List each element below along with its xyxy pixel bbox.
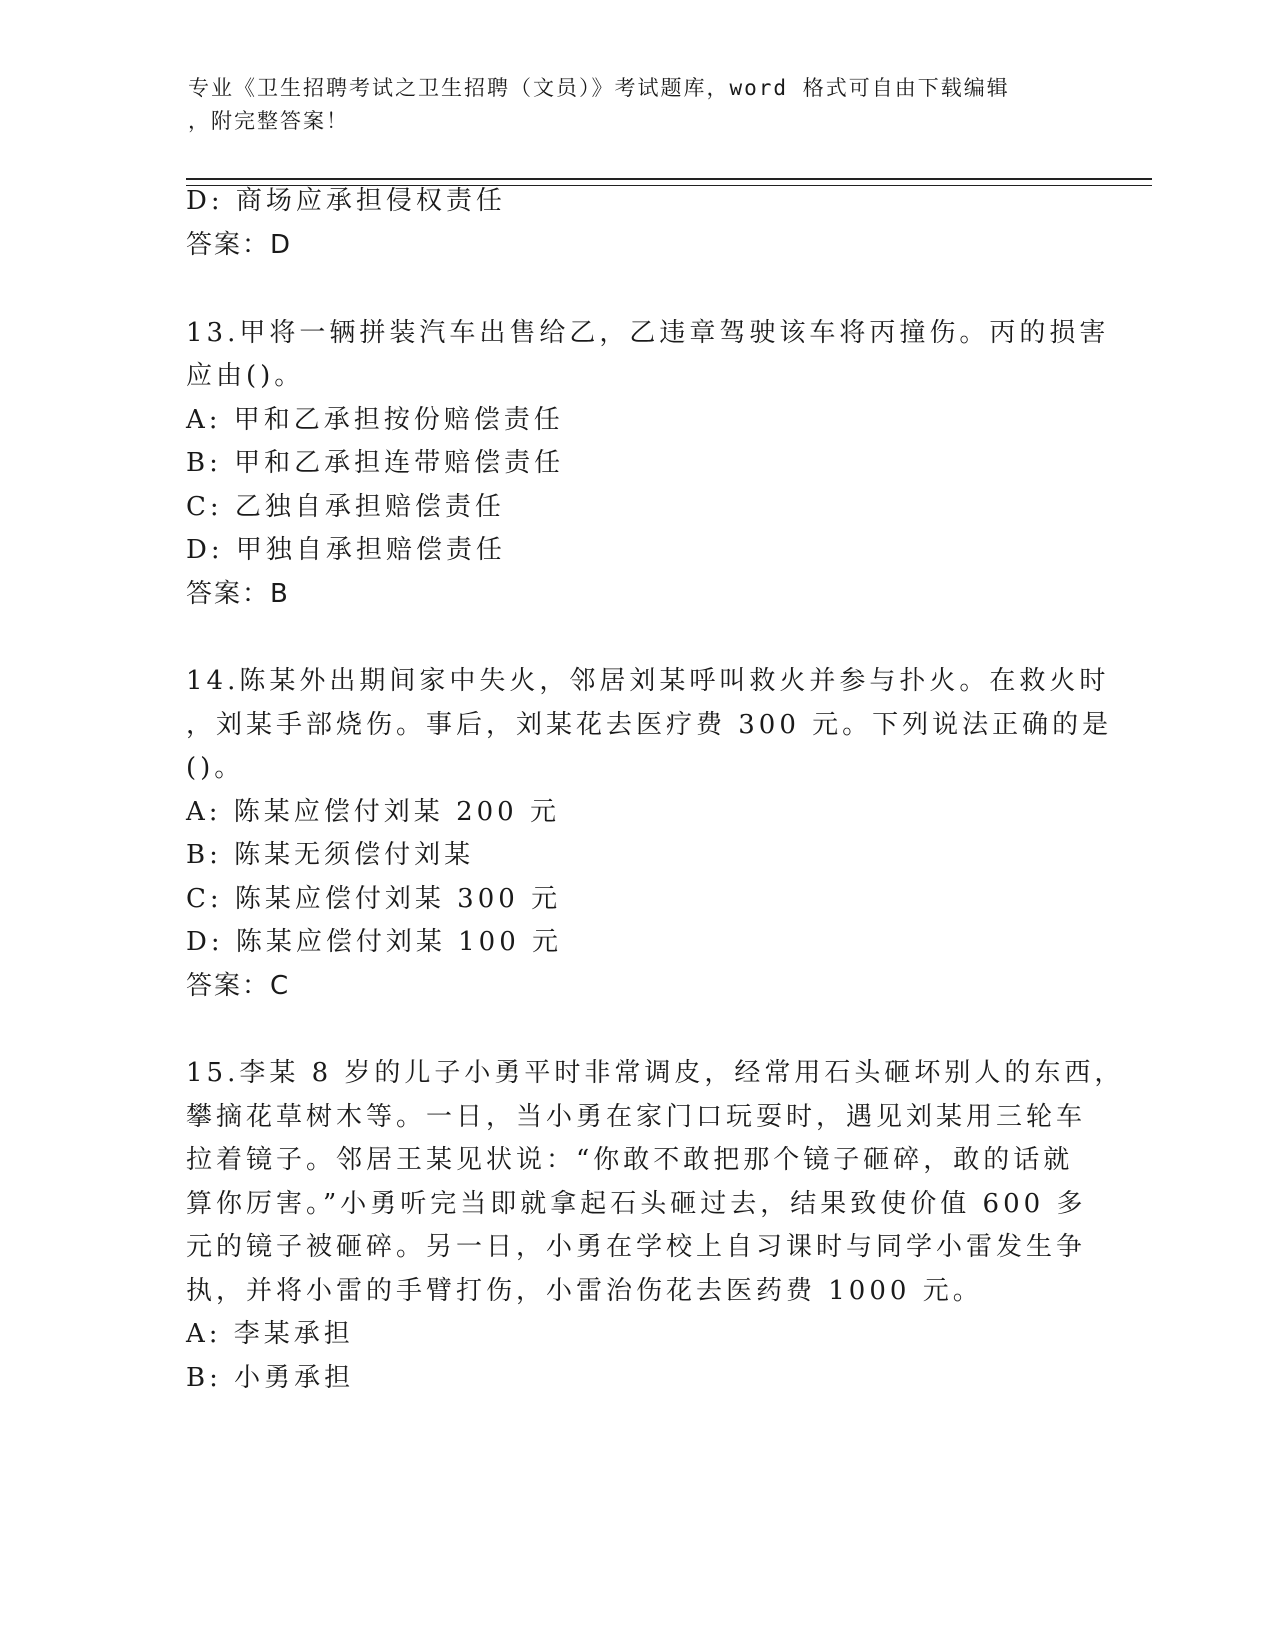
q13-text-line-1: 13.甲将一辆拼装汽车出售给乙，乙违章驾驶该车将丙撞伤。丙的损害 — [186, 318, 1110, 348]
q14-text-line-3: ()。 — [186, 753, 245, 783]
q15-text-line-2: 攀摘花草树木等。一日，当小勇在家门口玩耍时，遇见刘某用三轮车 — [186, 1102, 1087, 1132]
q13-text-line-2: 应由()。 — [186, 361, 305, 391]
q14-answer: 答案：C — [186, 971, 291, 1001]
q14-option-d: D: 陈某应偿付刘某 100 元 — [186, 927, 563, 957]
prev-option-d: D: 商场应承担侵权责任 — [186, 186, 506, 216]
q15-text-line-6: 执，并将小雷的手臂打伤，小雷治伤花去医药费 1000 元。 — [186, 1276, 983, 1306]
q14-text-line-2: ，刘某手部烧伤。事后，刘某花去医疗费 300 元。下列说法正确的是 — [186, 710, 1113, 740]
q13-option-a: A: 甲和乙承担按份赔偿责任 — [186, 405, 564, 435]
q13-option-d: D: 甲独自承担赔偿责任 — [186, 535, 506, 565]
q15-option-b: B: 小勇承担 — [186, 1363, 355, 1393]
q13-option-c: C: 乙独自承担赔偿责任 — [186, 492, 505, 522]
q14-option-b: B: 陈某无须偿付刘某 — [186, 840, 475, 870]
header-line-1: 专业《卫生招聘考试之卫生招聘（文员）》考试题库，word 格式可自由下载编辑 — [188, 76, 1010, 100]
q14-option-c: C: 陈某应偿付刘某 300 元 — [186, 884, 562, 914]
q14-text-line-1: 14.陈某外出期间家中失火，邻居刘某呼叫救火并参与扑火。在救火时 — [186, 666, 1110, 696]
q15-text-line-4: 算你厉害。”小勇听完当即就拿起石头砸过去，结果致使价值 600 多 — [186, 1189, 1087, 1219]
header-line-2: ，附完整答案！ — [188, 109, 349, 133]
q13-option-b: B: 甲和乙承担连带赔偿责任 — [186, 448, 565, 478]
prev-answer: 答案：D — [186, 230, 293, 260]
q15-text-line-5: 元的镜子被砸碎。另一日，小勇在学校上自习课时与同学小雷发生争 — [186, 1232, 1087, 1262]
q14-option-a: A: 陈某应偿付刘某 200 元 — [186, 797, 560, 827]
q15-text-line-3: 拉着镜子。邻居王某见状说：“你敢不敢把那个镜子砸碎，敢的话就 — [186, 1145, 1074, 1175]
q15-text-line-1: 15.李某 8 岁的儿子小勇平时非常调皮，经常用石头砸坏别人的东西， — [186, 1058, 1125, 1088]
q13-answer: 答案：B — [186, 579, 290, 609]
document-header — [188, 72, 1088, 138]
q15-option-a: A: 李某承担 — [186, 1319, 354, 1349]
